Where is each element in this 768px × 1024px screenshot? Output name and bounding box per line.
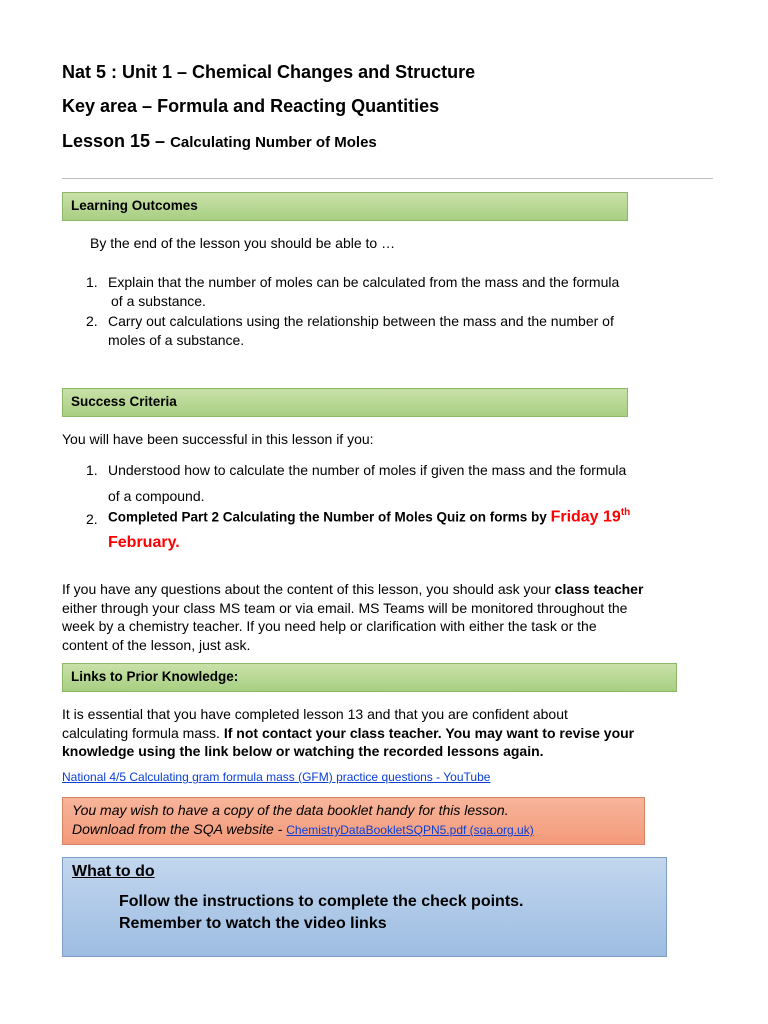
item-number: 2. xyxy=(86,511,98,527)
item-number: 1. xyxy=(86,462,98,478)
item-number: 2. xyxy=(86,313,98,329)
item-number: 1. xyxy=(86,274,98,290)
learning-outcome-item-1 xyxy=(86,273,726,311)
due-date-suffix: th xyxy=(620,507,631,518)
item-line: Explain that the number of moles can be calculated from the mass and the formula xyxy=(108,274,620,290)
item-line: Carry out calculations using the relationship between the mass and the number of xyxy=(108,313,614,329)
what-to-do-line: Remember to watch the video links xyxy=(119,915,387,932)
data-booklet-link[interactable]: ChemistryDataBookletSQPN5.pdf (sqa.org.uk) xyxy=(286,823,534,837)
what-to-do-box xyxy=(62,857,667,957)
para-bold: class teacher xyxy=(554,581,644,597)
learning-outcomes-heading: Learning Outcomes xyxy=(62,192,628,221)
key-area-title: Key area – Formula and Reacting Quantities xyxy=(62,96,440,116)
due-date: Friday 19 xyxy=(550,508,621,526)
learning-outcomes-intro: By the end of the lesson you should be able to … xyxy=(90,235,396,251)
item-line: moles of a substance. xyxy=(108,332,245,348)
para-bold: knowledge using the link below or watching the recorded lessons again. xyxy=(62,743,544,759)
lesson-name: Calculating Number of Moles xyxy=(170,134,377,151)
divider xyxy=(62,178,713,179)
gfm-youtube-link[interactable]: National 4/5 Calculating gram formula mass (GFM) practice questions - YouTube xyxy=(62,770,491,784)
para-bold: If not contact your class teacher. You may want to revise your xyxy=(223,724,635,741)
para-text: content of the lesson, just ask. xyxy=(62,636,251,653)
para-text: It is essential that you have completed lesson 13 and that you are confident about xyxy=(62,706,568,722)
note-text: Download from the SQA website - xyxy=(72,821,287,837)
para-text: calculating formula mass. xyxy=(62,724,224,741)
prior-knowledge-text xyxy=(62,705,742,761)
questions-paragraph xyxy=(62,580,742,654)
note-text: You may wish to have a copy of the data booklet handy for this lesson. xyxy=(72,802,509,818)
success-criteria-item-2 xyxy=(86,507,746,552)
item-line: of a compound. xyxy=(108,488,205,504)
what-to-do-line: Follow the instructions to complete the check points. xyxy=(119,893,524,910)
unit-title: Nat 5 : Unit 1 – Chemical Changes and Structure xyxy=(62,62,476,82)
quiz-instruction: Completed Part 2 Calculating the Number of Moles Quiz on forms by xyxy=(108,509,551,525)
data-booklet-note xyxy=(62,797,645,845)
item-line: of a substance. xyxy=(111,293,206,309)
lesson-number: Lesson 15 – xyxy=(62,131,171,151)
para-text: week by a chemistry teacher. If you need help or clarification with either the task or the xyxy=(62,618,597,634)
what-to-do-title: What to do xyxy=(72,863,155,880)
due-month: February. xyxy=(108,534,180,552)
para-text: If you have any questions about the content of this lesson, you should ask your xyxy=(62,581,555,597)
para-text: either through your class MS team or via email. MS Teams will be monitored throughout the xyxy=(62,599,628,616)
learning-outcome-item-2 xyxy=(86,312,726,350)
lesson-title xyxy=(62,131,377,152)
item-line: Understood how to calculate the number of moles if given the mass and the formula xyxy=(108,462,627,478)
success-criteria-item-1 xyxy=(86,457,726,509)
prior-knowledge-heading: Links to Prior Knowledge: xyxy=(62,663,677,692)
success-criteria-intro: You will have been successful in this lesson if you: xyxy=(62,431,374,447)
success-criteria-heading: Success Criteria xyxy=(62,388,628,417)
